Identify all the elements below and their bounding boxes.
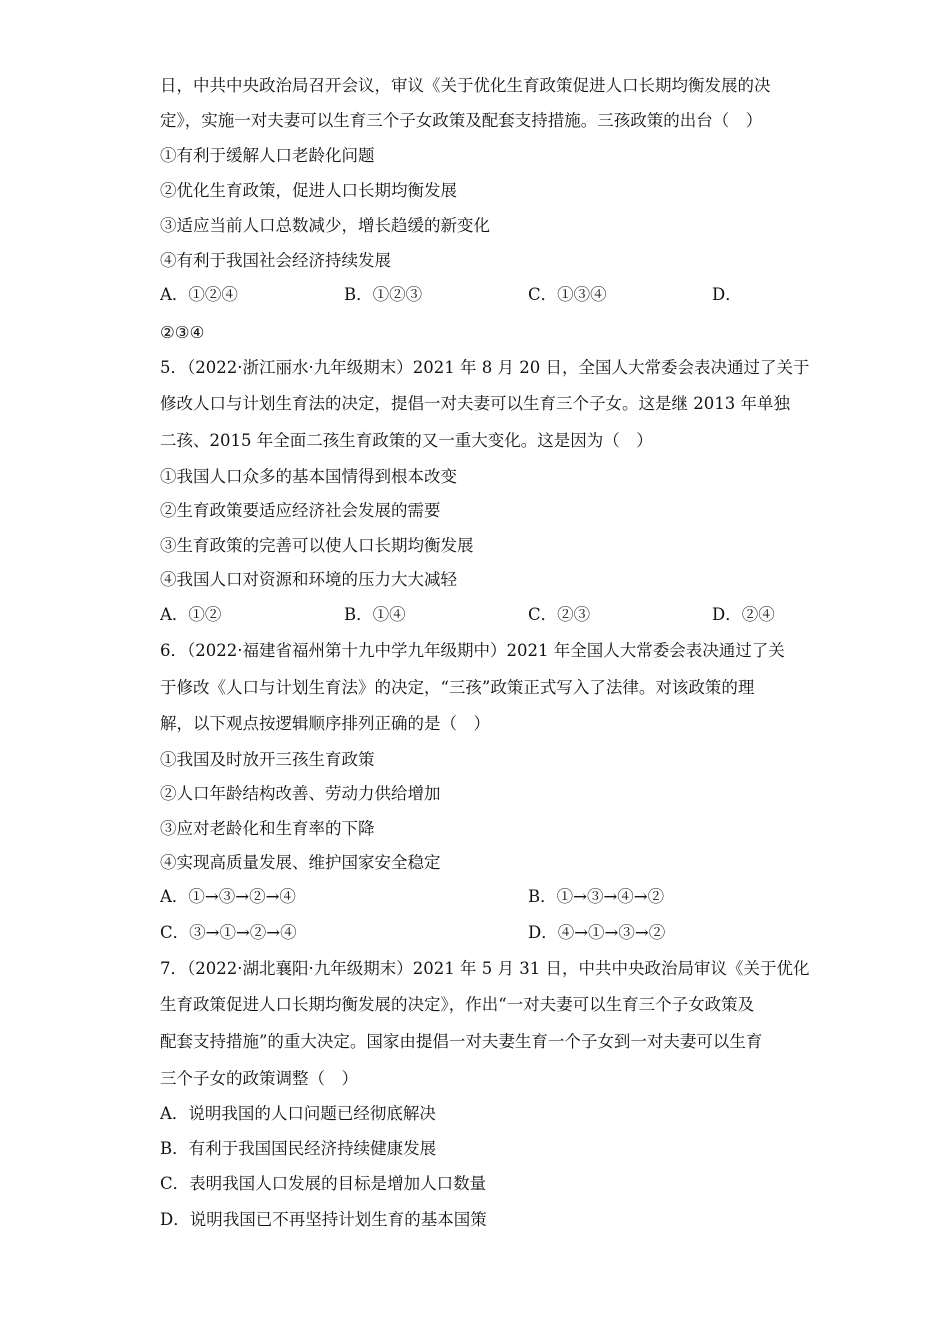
question-5-statement-2: ②生育政策要适应经济社会发展的需要 — [160, 501, 441, 520]
question-5-option-b[interactable]: B．①④ — [344, 605, 406, 624]
question-7-stem-line: 生育政策促进人口长期均衡发展的决定》，作出“一对夫妻可以生育三个子女政策及 — [160, 995, 755, 1014]
question-4-statement-4: ④有利于我国社会经济持续发展 — [160, 251, 391, 270]
question-4-option-b[interactable]: B．①②③ — [344, 285, 423, 304]
question-4-option-d[interactable]: D． — [712, 285, 742, 304]
question-6-stem-line: 解，以下观点按逻辑顺序排列正确的是（ ） — [160, 714, 490, 733]
question-4-option-d-text: ②③④ — [160, 323, 205, 342]
question-4-statement-3: ③适应当前人口总数减少，增长趋缓的新变化 — [160, 216, 490, 235]
question-4-stem-line: 定》，实施一对夫妻可以生育三个子女政策及配套支持措施。三孩政策的出台（ ） — [160, 111, 763, 130]
question-5-statement-1: ①我国人口众多的基本国情得到根本改变 — [160, 467, 457, 486]
question-7-stem-line: 三个子女的政策调整（ ） — [160, 1069, 358, 1088]
question-7-stem-line: 配套支持措施”的重大决定。国家由提倡一对夫妻生育一个子女到一对夫妻可以生育 — [160, 1032, 763, 1051]
question-7-option-c[interactable]: C．表明我国人口发展的目标是增加人口数量 — [160, 1174, 487, 1193]
question-7-option-a[interactable]: A．说明我国的人口问题已经彻底解决 — [160, 1104, 436, 1123]
question-6-stem-line: 6．（2022·福建省福州第十九中学九年级期中）2021 年全国人大常委会表决通过了关 — [160, 641, 785, 660]
question-6-stem-line: 于修改《人口与计划生育法》的决定，“三孩”政策正式写入了法律。对该政策的理 — [160, 678, 755, 697]
question-6-statement-4: ④实现高质量发展、维护国家安全稳定 — [160, 853, 441, 872]
question-6-statement-2: ②人口年龄结构改善、劳动力供给增加 — [160, 784, 441, 803]
question-5-stem-line: 修改人口与计划生育法的决定，提倡一对夫妻可以生育三个子女。这是继 2013 年单独 — [160, 394, 790, 413]
question-6-statement-1: ①我国及时放开三孩生育政策 — [160, 750, 375, 769]
question-5-option-c[interactable]: C．②③ — [528, 605, 591, 624]
question-4-statement-2: ②优化生育政策，促进人口长期均衡发展 — [160, 181, 457, 200]
question-6-option-b[interactable]: B．①→③→④→② — [528, 887, 665, 906]
question-6-option-d[interactable]: D．④→①→③→② — [528, 923, 666, 942]
question-5-option-a[interactable]: A．①② — [160, 605, 222, 624]
question-7-option-b[interactable]: B．有利于我国国民经济持续健康发展 — [160, 1139, 437, 1158]
question-6-option-c[interactable]: C．③→①→②→④ — [160, 923, 297, 942]
question-4-option-a[interactable]: A．①②④ — [160, 285, 238, 304]
question-5-stem-line: 二孩、2015 年全面二孩生育政策的又一重大变化。这是因为（ ） — [160, 431, 653, 450]
question-5-option-d[interactable]: D．②④ — [712, 605, 775, 624]
question-6-statement-3: ③应对老龄化和生育率的下降 — [160, 819, 375, 838]
question-4-statement-1: ①有利于缓解人口老龄化问题 — [160, 146, 375, 165]
question-7-option-d[interactable]: D．说明我国已不再坚持计划生育的基本国策 — [160, 1210, 487, 1229]
question-6-option-a[interactable]: A．①→③→②→④ — [160, 887, 296, 906]
question-5-stem-line: 5．（2022·浙江丽水·九年级期末）2021 年 8 月 20 日，全国人大常委会表决通过了关于 — [160, 358, 810, 377]
question-4-stem-line: 日，中共中央政治局召开会议，审议《关于优化生育政策促进人口长期均衡发展的决 — [160, 76, 771, 95]
question-5-statement-4: ④我国人口对资源和环境的压力大大减轻 — [160, 570, 457, 589]
question-5-statement-3: ③生育政策的完善可以使人口长期均衡发展 — [160, 536, 474, 555]
question-7-stem-line: 7．（2022·湖北襄阳·九年级期末）2021 年 5 月 31 日，中共中央政治局审议《关于优化 — [160, 959, 810, 978]
question-4-option-c[interactable]: C．①③④ — [528, 285, 607, 304]
